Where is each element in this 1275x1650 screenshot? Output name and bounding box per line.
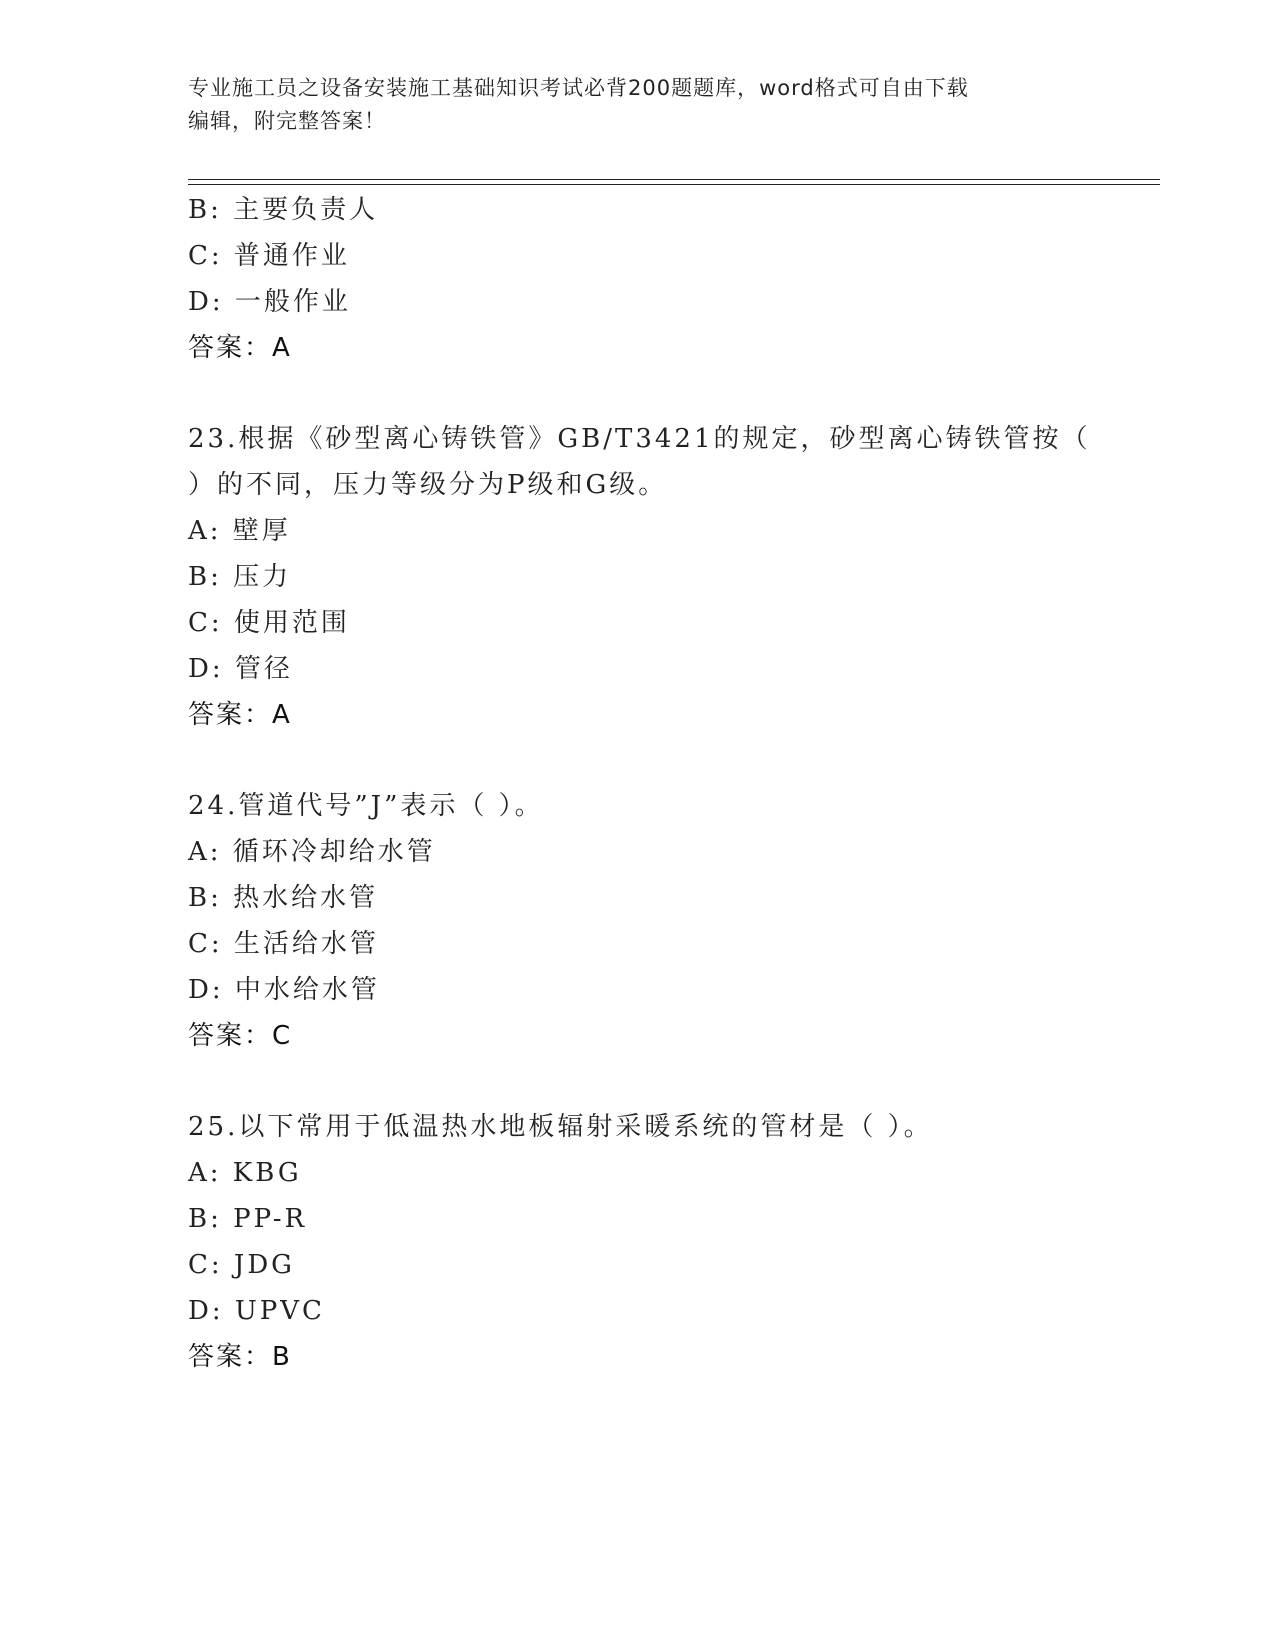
question-block	[188, 783, 1088, 1059]
question-block	[188, 1104, 1088, 1380]
option-line: A: KBG	[188, 1158, 302, 1188]
header-line-2: 编辑，附完整答案！	[188, 109, 386, 133]
answer-line: 答案：B	[188, 1342, 292, 1372]
option-line: B: PP-R	[188, 1204, 308, 1234]
question-text: ）的不同，压力等级分为P级和G级。	[188, 470, 668, 500]
option-line: B: 压力	[188, 562, 292, 592]
option-line: C: 普通作业	[188, 241, 350, 271]
option-line: B: 热水给水管	[188, 883, 379, 913]
answer-line: 答案：A	[188, 333, 292, 363]
spacer	[188, 738, 1088, 783]
header-divider-top	[188, 179, 1160, 180]
option-line: D: 中水给水管	[188, 975, 380, 1005]
answer-line: 答案：A	[188, 700, 292, 730]
question-list	[188, 187, 1091, 1380]
question-text: 25.以下常用于低温热水地板辐射采暖系统的管材是（ ）。	[188, 1112, 933, 1142]
option-line: A: 循环冷却给水管	[188, 837, 436, 867]
answer-line: 答案：C	[188, 1021, 293, 1051]
spacer	[188, 371, 1088, 416]
option-line: B: 主要负责人	[188, 195, 379, 225]
spacer	[188, 1059, 1088, 1104]
option-line: D: 一般作业	[188, 287, 351, 317]
option-line: C: 使用范围	[188, 608, 350, 638]
header-divider-bottom	[188, 184, 1160, 185]
option-line: A: 壁厚	[188, 516, 291, 546]
question-block	[188, 416, 1091, 738]
option-line: D: UPVC	[188, 1296, 325, 1326]
question-text: 23.根据《砂型离心铸铁管》GB/T3421的规定，砂型离心铸铁管按（	[188, 424, 1091, 454]
option-line: C: 生活给水管	[188, 929, 379, 959]
header-line-1: 专业施工员之设备安装施工基础知识考试必背200题题库，word格式可自由下载	[188, 76, 969, 100]
question-text: 24.管道代号”J”表示（ ）。	[188, 791, 544, 821]
option-line: C: JDG	[188, 1250, 295, 1280]
question-block	[188, 187, 1088, 371]
option-line: D: 管径	[188, 654, 293, 684]
document-header	[188, 72, 1088, 138]
